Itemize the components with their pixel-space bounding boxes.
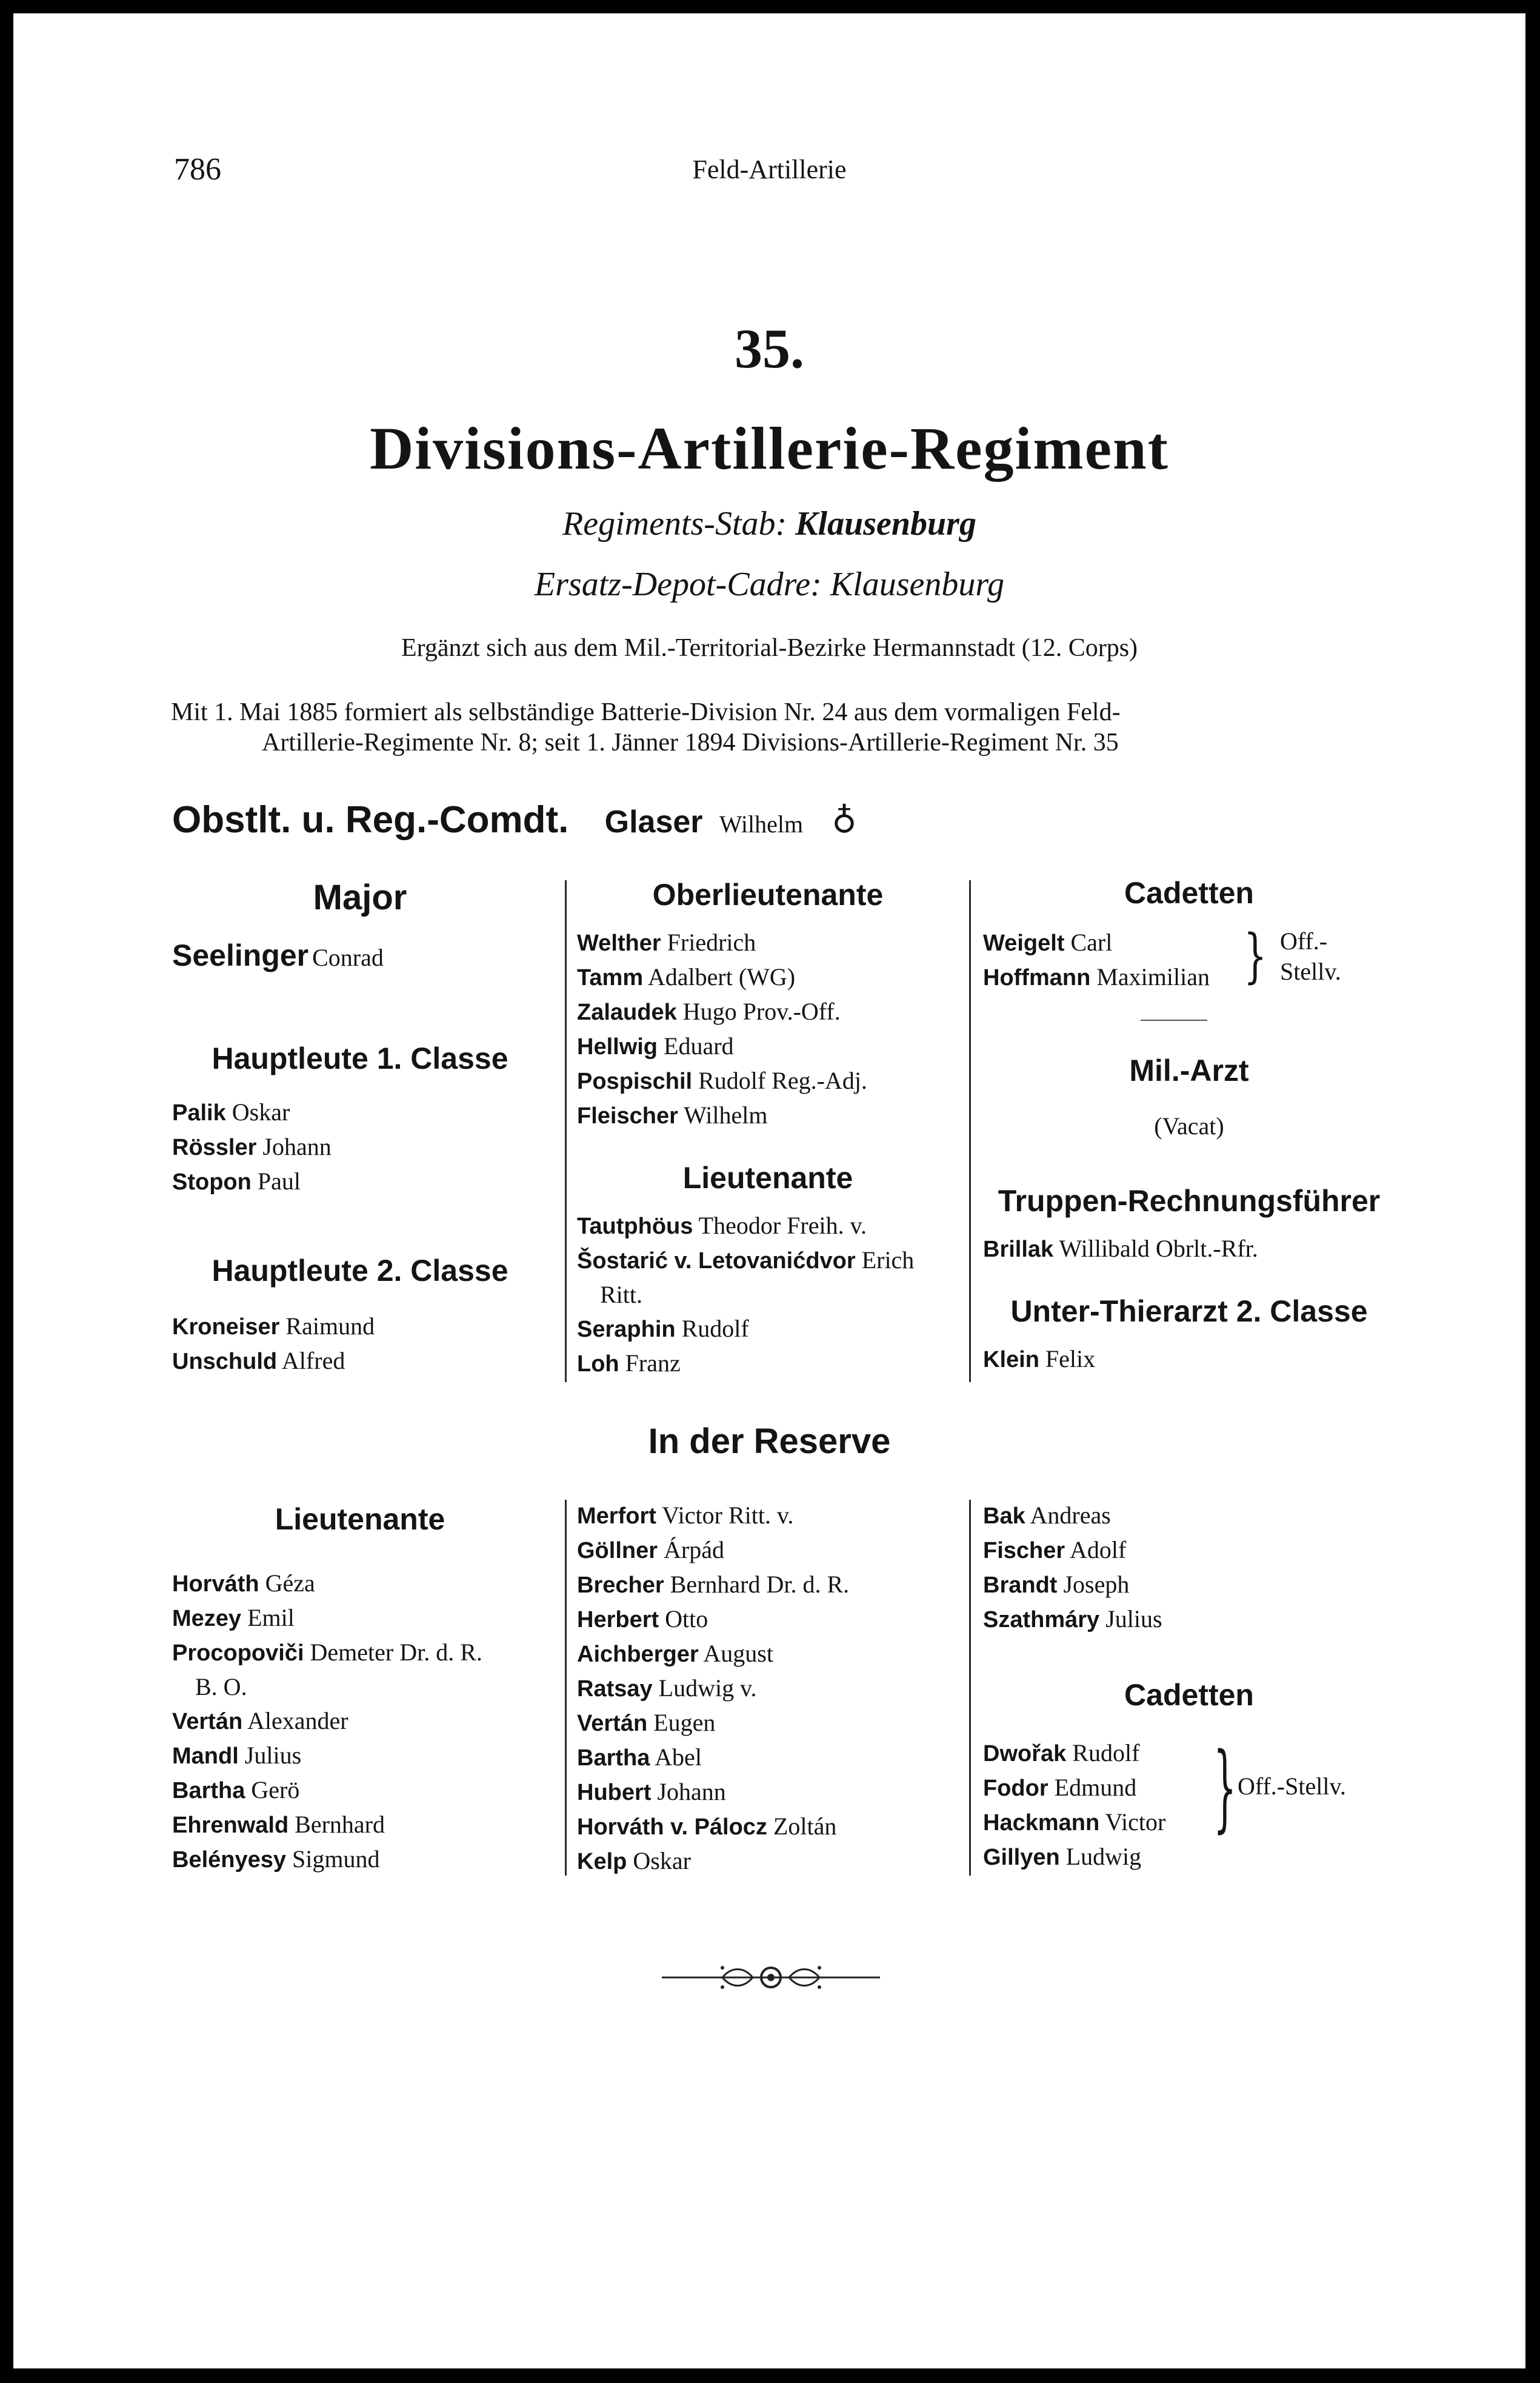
list-item: Ritt. xyxy=(600,1281,643,1308)
list-item: Belényesy Sigmund xyxy=(172,1845,380,1873)
document-page xyxy=(13,13,1525,2368)
rechnungsfuehrer-heading: Truppen-Rechnungsführer xyxy=(998,1184,1381,1218)
list-item: Bak Andreas xyxy=(983,1502,1111,1529)
lt-list xyxy=(577,1209,914,1381)
list-item: Fodor Edmund xyxy=(983,1774,1137,1801)
history-line-2: Artillerie-Regimente Nr. 8; seit 1. Jänner 1894 Divisions-Artillerie-Regiment Nr. 35 xyxy=(262,729,1119,757)
list-item: Gillyen Ludwig xyxy=(983,1843,1142,1870)
arzt-heading: Mil.-Arzt xyxy=(1129,1054,1249,1088)
list-item: Hubert Johann xyxy=(577,1778,726,1805)
list-item: Bartha Gerö xyxy=(172,1776,300,1803)
reserve-heading: In der Reserve xyxy=(648,1422,891,1461)
column-divider-3 xyxy=(565,1500,567,1876)
arzt-value: (Vacat) xyxy=(1154,1112,1224,1140)
reserve-cadetten-list xyxy=(983,1736,1165,1874)
regiment-number: 35. xyxy=(735,318,804,379)
list-item: Tautphöus Theodor Freih. v. xyxy=(577,1212,867,1239)
column-divider-2 xyxy=(969,880,971,1382)
commander-surname: Glaser xyxy=(604,804,703,840)
list-item: Ehrenwald Bernhard xyxy=(172,1811,385,1838)
list-item: Procopoviči Demeter Dr. d. R. xyxy=(172,1639,482,1666)
major-firstname: Conrad xyxy=(312,944,384,971)
list-item: Loh Franz xyxy=(577,1349,681,1377)
brace-icon: } xyxy=(1213,1733,1237,1843)
list-item: Vertán Eugen xyxy=(577,1709,716,1736)
reserve-lt-heading: Lieutenante xyxy=(275,1502,445,1536)
list-item: B. O. xyxy=(195,1673,247,1700)
note-line-1: Off.- xyxy=(1280,927,1328,955)
oblt-heading: Oberlieutenante xyxy=(652,878,884,912)
reserve-cadetten-note: Off.-Stellv. xyxy=(1238,1773,1346,1800)
commander-line xyxy=(172,798,856,841)
list-item: Brandt Joseph xyxy=(983,1571,1130,1598)
list-item: Kroneiser Raimund xyxy=(172,1312,375,1340)
list-item: Hellwig Eduard xyxy=(577,1032,734,1060)
list-item: Göllner Árpád xyxy=(577,1536,724,1563)
stab-place: Klausenburg xyxy=(795,505,976,543)
hpt1-list xyxy=(172,1095,332,1199)
list-item: Szathmáry Julius xyxy=(983,1605,1162,1633)
list-item: Šostarić v. Letovanićdvor Erich xyxy=(577,1246,915,1274)
reserve-col2-list xyxy=(577,1499,849,1879)
reserve-cadetten-heading: Cadetten xyxy=(1124,1678,1254,1712)
list-item: Kelp Oskar xyxy=(577,1847,691,1874)
list-item: Seraphin Rudolf xyxy=(577,1315,749,1342)
running-title: Feld-Artillerie xyxy=(692,155,847,184)
reserve-col3-list xyxy=(983,1499,1162,1637)
depot-label: Ersatz-Depot-Cadre: xyxy=(534,566,822,603)
commander-rank: Obstlt. u. Reg.-Comdt. xyxy=(172,799,569,841)
erganzung-line: Ergänzt sich aus dem Mil.-Territorial-Bezirke Hermannstadt (12. Corps) xyxy=(401,634,1138,662)
decoration-icon: ♁ xyxy=(832,801,857,841)
rechnungsfuehrer-entry: Brillak Willibald Obrlt.-Rfr. xyxy=(983,1235,1258,1262)
list-item: Fischer Adolf xyxy=(983,1536,1127,1563)
hpt1-heading: Hauptleute 1. Classe xyxy=(212,1041,508,1075)
list-item: Dwořak Rudolf xyxy=(983,1739,1140,1766)
history-line-1: Mit 1. Mai 1885 formiert als selbständige Batterie-Division Nr. 24 aus dem vormaligen Feld- xyxy=(171,698,1121,726)
commander-firstname: Wilhelm xyxy=(719,810,804,838)
brace-icon: } xyxy=(1244,923,1267,991)
column-divider-4 xyxy=(969,1500,971,1876)
hpt2-heading: Hauptleute 2. Classe xyxy=(212,1254,508,1288)
cadetten-heading: Cadetten xyxy=(1124,876,1254,910)
stab-label: Regiments-Stab: xyxy=(562,505,787,543)
list-item: Vertán Alexander xyxy=(172,1707,348,1734)
major-surname: Seelinger xyxy=(172,938,309,972)
list-item: Unschuld Alfred xyxy=(172,1347,345,1374)
short-divider xyxy=(1141,1020,1207,1021)
regiment-title: Divisions-Artillerie-Regiment xyxy=(370,415,1169,482)
list-item: Aichberger August xyxy=(577,1640,773,1667)
ornament-icon xyxy=(662,1959,880,1996)
thierarzt-heading: Unter-Thierarzt 2. Classe xyxy=(1010,1294,1368,1328)
depot-place: Klausenburg xyxy=(830,566,1005,603)
thierarzt-entry: Klein Felix xyxy=(983,1345,1096,1372)
list-item: Horváth Géza xyxy=(172,1569,315,1597)
list-item: Tamm Adalbert (WG) xyxy=(577,963,796,991)
page-number: 786 xyxy=(174,152,221,187)
list-item: Horváth v. Pálocz Zoltán xyxy=(577,1813,837,1840)
list-item: Mezey Emil xyxy=(172,1604,295,1631)
list-item: Brecher Bernhard Dr. d. R. xyxy=(577,1571,850,1598)
list-item: Zalaudek Hugo Prov.-Off. xyxy=(577,998,841,1025)
list-item: Stopon Paul xyxy=(172,1168,301,1195)
lt-heading: Lieutenante xyxy=(682,1161,853,1195)
list-item: Rössler Johann xyxy=(172,1133,332,1160)
column-divider-1 xyxy=(565,880,567,1382)
hpt2-list xyxy=(172,1309,375,1379)
reserve-col1-list xyxy=(172,1566,482,1877)
list-item: Mandl Julius xyxy=(172,1742,302,1769)
list-item: Bartha Abel xyxy=(577,1743,702,1771)
list-item: Palik Oskar xyxy=(172,1098,290,1126)
oblt-list xyxy=(577,926,867,1133)
list-item: Hackmann Victor xyxy=(983,1808,1166,1836)
list-item: Pospischil Rudolf Reg.-Adj. xyxy=(577,1067,867,1094)
list-item: Weigelt Carl xyxy=(983,929,1113,956)
cadetten-list xyxy=(983,926,1210,995)
list-item: Fleischer Wilhelm xyxy=(577,1101,768,1129)
list-item: Ratsay Ludwig v. xyxy=(577,1674,757,1702)
cadetten-note xyxy=(1280,926,1341,987)
note-line-2: Stellv. xyxy=(1280,958,1341,985)
major-entry xyxy=(172,938,384,973)
list-item: Hoffmann Maximilian xyxy=(983,963,1210,991)
ersatz-depot xyxy=(13,565,1525,604)
list-item: Welther Friedrich xyxy=(577,929,756,956)
list-item: Herbert Otto xyxy=(577,1605,708,1633)
major-heading: Major xyxy=(313,878,407,917)
regiments-stab xyxy=(13,504,1525,543)
history-paragraph xyxy=(171,697,1121,758)
list-item: Merfort Victor Ritt. v. xyxy=(577,1502,794,1529)
